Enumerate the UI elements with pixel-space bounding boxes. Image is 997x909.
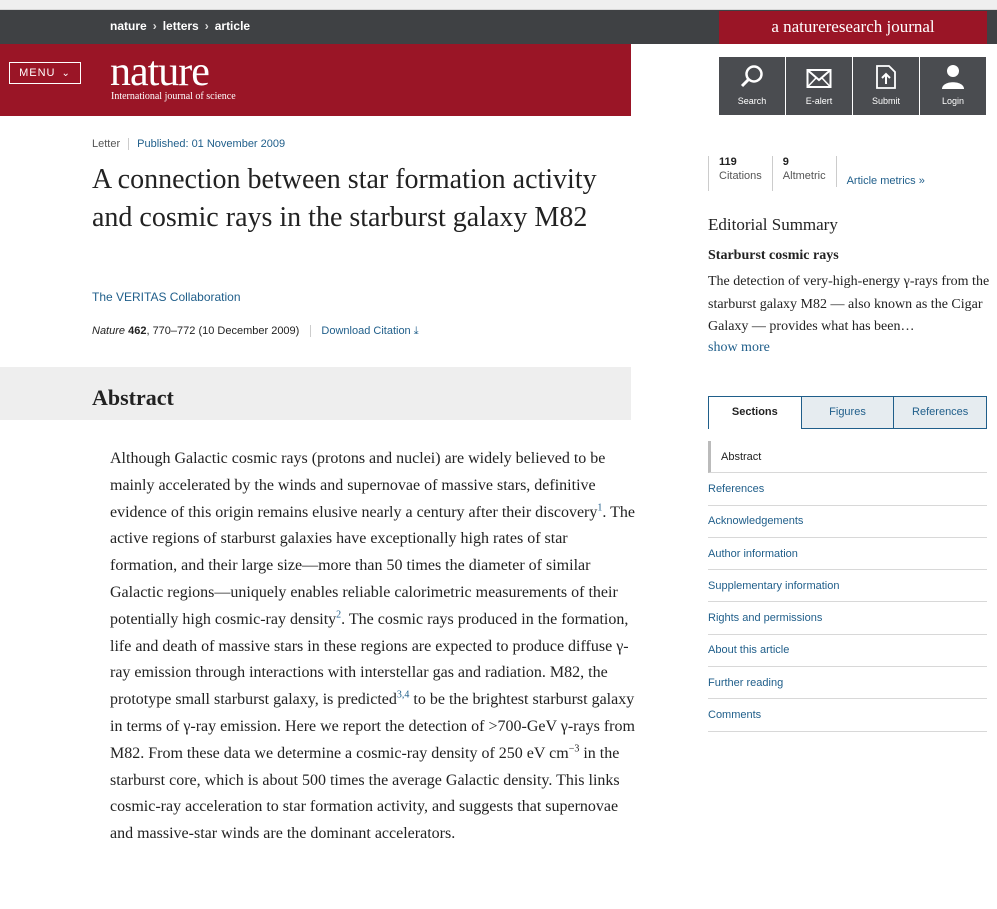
submit-button[interactable] bbox=[853, 57, 919, 115]
citations-metric[interactable] bbox=[708, 156, 772, 191]
abstract-part-4: to be the brightest starburst galaxy in terms of γ-ray emission. Here we report the detection of >700-GeV γ-rays from M82. From these data we determine a cosmic-ray density of 250 eV cm bbox=[110, 691, 635, 762]
editorial-summary-heading: Editorial Summary bbox=[708, 215, 838, 234]
section-item-rights-and-permissions[interactable]: Rights and permissions bbox=[708, 602, 987, 634]
reference-link-3-4[interactable]: 3,4 bbox=[396, 689, 410, 701]
editorial-summary-subheading: Starburst cosmic rays bbox=[708, 248, 839, 263]
section-item-supplementary-information[interactable]: Supplementary information bbox=[708, 570, 987, 602]
altmetric-label: Altmetric bbox=[782, 170, 826, 182]
journal-volume: 462 bbox=[128, 325, 147, 337]
envelope-icon bbox=[806, 68, 832, 90]
tab-sections[interactable]: Sections bbox=[708, 396, 802, 429]
article-meta bbox=[92, 138, 285, 150]
section-item-references[interactable]: References bbox=[708, 473, 987, 505]
abstract-part-1: Although Galactic cosmic rays (protons and nuclei) are widely believed to be mainly accelerated by the winds and supernovae of massive stars, definitive evidence of this origin remains elusive nearly a century after their discovery bbox=[110, 450, 606, 521]
search-icon bbox=[739, 64, 765, 90]
altmetric-metric[interactable] bbox=[772, 156, 836, 191]
download-citation-link[interactable] bbox=[310, 325, 418, 337]
breadcrumb bbox=[110, 19, 256, 33]
breadcrumb-item-article: article bbox=[214, 19, 251, 33]
section-item-acknowledgements[interactable]: Acknowledgements bbox=[708, 506, 987, 538]
journal-pages: , 770–772 (10 December 2009) bbox=[146, 325, 300, 337]
user-icon bbox=[941, 64, 965, 90]
browser-edge bbox=[0, 0, 997, 10]
toolbar bbox=[719, 57, 987, 115]
published-date: Published: 01 November 2009 bbox=[128, 138, 285, 150]
article-type: Letter bbox=[92, 138, 121, 150]
section-list bbox=[708, 441, 987, 732]
abstract-text bbox=[110, 446, 635, 848]
journal-badge[interactable]: a natureresearch journal bbox=[719, 11, 987, 44]
e-alert-label: E-alert bbox=[805, 96, 833, 106]
citations-label: Citations bbox=[719, 170, 762, 182]
article-metrics-link[interactable]: Article metrics » bbox=[836, 156, 935, 187]
submit-label: Submit bbox=[871, 96, 900, 106]
abstract-part-5: in the starburst core, which is about 500 times the average Galactic density. This links cosmic-ray acceleration to star formation activity, and suggests that supernovae and massive-star winds are the dominant accelerators. bbox=[110, 744, 620, 843]
abstract-part-3: . The cosmic rays produced in the formation, life and death of massive stars in these regions are expected to produce diffuse γ-ray emission through interactions with interstellar gas and radiation. M82, the prototype small starburst galaxy, is predicted bbox=[110, 610, 629, 709]
chevron-down-icon: ⌄ bbox=[61, 67, 71, 79]
journal-name: Nature bbox=[92, 325, 126, 337]
exponent: −3 bbox=[568, 743, 580, 755]
breadcrumb-item-nature[interactable]: nature bbox=[110, 19, 147, 33]
menu-label: MENU bbox=[19, 67, 56, 79]
download-icon: ⤓ bbox=[413, 325, 419, 337]
article-authors[interactable]: The VERITAS Collaboration bbox=[92, 290, 241, 304]
logo-subtitle: International journal of science bbox=[111, 91, 236, 102]
reference-link-1[interactable]: 1 bbox=[597, 502, 603, 514]
masthead bbox=[0, 44, 631, 116]
download-citation-label: Download Citation bbox=[321, 325, 411, 337]
tab-references[interactable]: References bbox=[894, 396, 987, 429]
editorial-summary-text: The detection of very-high-energy γ-rays from the starburst galaxy M82 — also known as the Cigar Galaxy — provides what has been… bbox=[708, 274, 990, 334]
altmetric-count: 9 bbox=[782, 156, 789, 168]
show-more-link[interactable]: show more bbox=[708, 340, 770, 355]
article-citation bbox=[92, 325, 419, 338]
breadcrumb-item-letters[interactable]: letters bbox=[162, 19, 199, 33]
tab-figures[interactable]: Figures bbox=[802, 396, 895, 429]
chevron-right-icon: › bbox=[204, 19, 209, 33]
upload-icon bbox=[875, 64, 897, 90]
abstract-heading: Abstract bbox=[92, 385, 174, 410]
abstract-part-2: . The active regions of starburst galaxies have exceptionally high rates of star formation, and their large size—more than 50 times the diameter of similar Galactic regions—uniquely enables reliable calorimetric measurements of their potentially high cosmic-ray density bbox=[110, 503, 635, 628]
sidebar-tabs bbox=[708, 396, 987, 429]
section-item-author-information[interactable]: Author information bbox=[708, 538, 987, 570]
section-item-further-reading[interactable]: Further reading bbox=[708, 667, 987, 699]
menu-button[interactable] bbox=[9, 62, 81, 84]
reference-link-2[interactable]: 2 bbox=[336, 609, 342, 621]
nature-logo[interactable]: nature bbox=[110, 49, 209, 95]
article-metrics bbox=[708, 156, 935, 191]
section-item-abstract[interactable]: Abstract bbox=[708, 441, 987, 473]
search-label: Search bbox=[737, 96, 767, 106]
section-item-comments[interactable]: Comments bbox=[708, 699, 987, 731]
citations-count: 119 bbox=[719, 156, 737, 168]
login-label: Login bbox=[941, 96, 965, 106]
login-button[interactable] bbox=[920, 57, 986, 115]
e-alert-button[interactable] bbox=[786, 57, 852, 115]
article-title: A connection between star formation activity and cosmic rays in the starburst galaxy M82 bbox=[92, 164, 597, 233]
chevron-right-icon: › bbox=[152, 19, 157, 33]
section-item-about-this-article[interactable]: About this article bbox=[708, 635, 987, 667]
search-button[interactable] bbox=[719, 57, 785, 115]
